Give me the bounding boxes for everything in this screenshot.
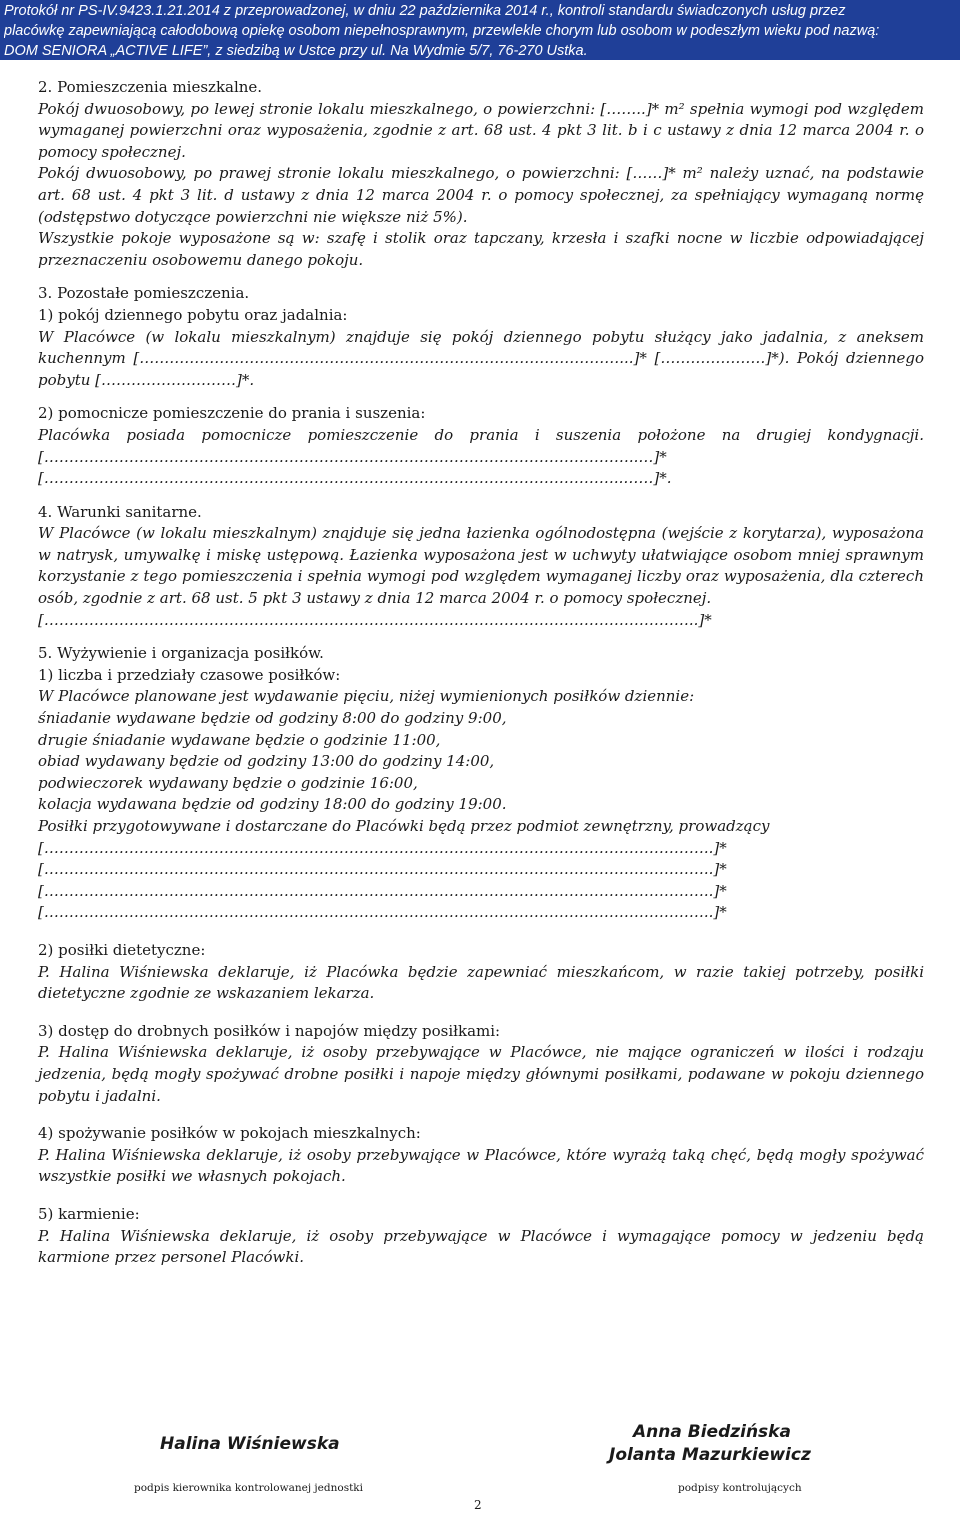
- section-2-paragraph-3: Wszystkie pokoje wyposażone są w: szafę i stolik oraz tapczany, krzesła i szafki nocne w liczbie odpowiadającej przeznaczeniu osobowemu danego pokoju.: [38, 229, 924, 269]
- meal-item: kolacja wydawana będzie od godziny 18:00 do godziny 19:00.: [38, 795, 507, 814]
- section-3-subheading-1: 1) pokój dziennego pobytu oraz jadalnia:: [38, 305, 348, 324]
- section-5-subheading-3: 3) dostęp do drobnych posiłków i napojów między posiłkami:: [38, 1021, 501, 1040]
- section-5-paragraph-5: P. Halina Wiśniewska deklaruje, iż osoby przebywające w Placówce i wymagające pomocy w jedzeniu będą karmione przez personel Placówki.: [38, 1226, 924, 1267]
- signature-right-name-1: Anna Biedzińska: [633, 1422, 791, 1442]
- meal-item: drugie śniadanie wydawane będzie o godzinie 11:00,: [38, 730, 441, 749]
- document-header: [0, 0, 960, 60]
- header-line-3: DOM SENIORA „ACTIVE LIFE”, z siedzibą w Ustce przy ul. Na Wydmie 5/7, 76-270 Ustka.: [4, 43, 588, 59]
- section-5-paragraph-2: P. Halina Wiśniewska deklaruje, iż Placówka będzie zapewniać mieszkańcom, w razie takiej potrzeby, posiłki dietetyczne zgodnie ze wskazaniem lekarza.: [38, 962, 924, 1003]
- meal-item: podwieczorek wydawany będzie o godzinie 16:00,: [38, 773, 418, 792]
- signature-right-caption: podpisy kontrolujących: [678, 1482, 802, 1494]
- blank-fill-line: [……………………………………………………………………………………………………………………..]*: [38, 838, 727, 857]
- section-2-heading: 2. Pomieszczenia mieszkalne.: [38, 78, 263, 96]
- section-5-subheading-1: 1) liczba i przedziały czasowe posiłków:: [38, 665, 341, 684]
- section-5-subheading-4: 4) spożywanie posiłków w pokojach mieszkalnych:: [38, 1124, 421, 1143]
- section-5-subheading-5: 5) karmienie:: [38, 1204, 140, 1223]
- section-3-paragraph-1: W Placówce (w lokalu mieszkalnym) znajduje się pokój dziennego pobytu służący jako jadalnia, z aneksem kuchennym [……………………………………………………………………………………...]* […………………]*). Pokój dziennego pobytu [………………………]*.: [38, 327, 924, 389]
- signature-left-name: Halina Wiśniewska: [160, 1434, 340, 1454]
- section-4-paragraph-1: W Placówce (w lokalu mieszkalnym) znajduje się jedna łazienka ogólnodostępna (wejście z korytarza), wyposażona w natrysk, umywalkę i miskę ustępową. Łazienka wyposażona jest w uchwyty ułatwiające osobom mniej sprawnym korzystanie z tego pomieszczenia i spełnia wymogi pod względem wymaganej liczby oraz wyposażenia, dla czterech osób, zgodnie z art. 68 ust. 5 pkt 3 ustawy z dnia 12 marca 2004 r. o pomocy społecznej.: [38, 524, 924, 608]
- section-4-heading: 4. Warunki sanitarne.: [38, 502, 202, 521]
- section-5-heading: 5. Wyżywienie i organizacja posiłków.: [38, 644, 324, 663]
- blank-fill-line: [……………………………………………………………………………………………………………………..]*: [38, 881, 727, 900]
- meals-preparation: Posiłki przygotowywane i dostarczane do Placówki będą przez podmiot zewnętrzny, prowadzący: [38, 817, 770, 835]
- section-5-paragraph-4: P. Halina Wiśniewska deklaruje, iż osoby przebywające w Placówce, które wyrażą taką chęć, będą mogły spożywać wszystkie posiłki we własnych pokojach.: [38, 1145, 924, 1186]
- section-5-paragraph-3: P. Halina Wiśniewska deklaruje, iż osoby przebywające w Placówce, nie mające ograniczeń w ilości i rodzaju jedzenia, będą mogły spożywać drobne posiłki i napoje między głównymi posiłkami, podawane w pokoju dziennego pobytu i jadalni.: [38, 1043, 924, 1105]
- section-2-paragraph-1: Pokój dwuosobowy, po lewej stronie lokalu mieszkalnego, o powierzchni: [……..]* m² spełnia wymogi pod względem wymaganej powierzchni oraz wyposażenia, zgodnie z art. 68 ust. 4 pkt 3 lit. b i c ustawy z dnia 12 marca 2004 r. o pomocy społecznej.: [38, 99, 924, 161]
- document-body: [38, 77, 924, 1269]
- meal-item: obiad wydawany będzie od godziny 13:00 do godziny 14:00,: [38, 752, 495, 771]
- section-2-paragraph-2: Pokój dwuosobowy, po prawej stronie lokalu mieszkalnego, o powierzchni: [……]* m² należy uznać, na podstawie art. 68 ust. 4 pkt 3 lit. d ustawy z dnia 12 marca 2004 r. o pomocy społecznej, za spełniający wymaganą normę (odstępstwo dotyczące powierzchni nie większe niż 5%).: [38, 164, 924, 226]
- meals-intro: W Placówce planowane jest wydawanie pięciu, niżej wymienionych posiłków dziennie:: [38, 687, 695, 706]
- section-3-subheading-2: 2) pomocnicze pomieszczenie do prania i suszenia:: [38, 404, 426, 423]
- page-number: 2: [474, 1498, 482, 1512]
- section-3-heading: 3. Pozostałe pomieszczenia.: [38, 284, 250, 303]
- section-4-paragraph-2: […………………………………………………………………………………………………………………..]*: [38, 610, 712, 629]
- section-3-paragraph-2: Placówka posiada pomocnicze pomieszczenie do prania i suszenia położone na drugiej kondygnacji. [………………………………………………………………………………………………………..…]* [……………………………………………………………………………………………………..……]*.: [38, 425, 924, 488]
- header-line-2: placówkę zapewniającą całodobową opiekę osobom niepełnosprawnym, przewlekle chorym lub osobom w podeszłym wieku pod nazwą:: [4, 23, 880, 39]
- blank-fill-line: [……………………………………………………………………………………………………………………..]*: [38, 860, 727, 879]
- signature-right-name-2: Jolanta Mazurkiewicz: [609, 1445, 811, 1465]
- meal-item: śniadanie wydawane będzie od godziny 8:00 do godziny 9:00,: [38, 709, 507, 728]
- section-5-subheading-2: 2) posiłki dietetyczne:: [38, 940, 206, 959]
- blank-fill-line: [……………………………………………………………………………………………………………………..]*: [38, 903, 727, 922]
- signature-left-caption: podpis kierownika kontrolowanej jednostki: [134, 1482, 364, 1494]
- header-line-1: Protokół nr PS-IV.9423.1.21.2014 z przeprowadzonej, w dniu 22 października 2014 r., kontroli standardu świadczonych usług przez: [4, 3, 846, 19]
